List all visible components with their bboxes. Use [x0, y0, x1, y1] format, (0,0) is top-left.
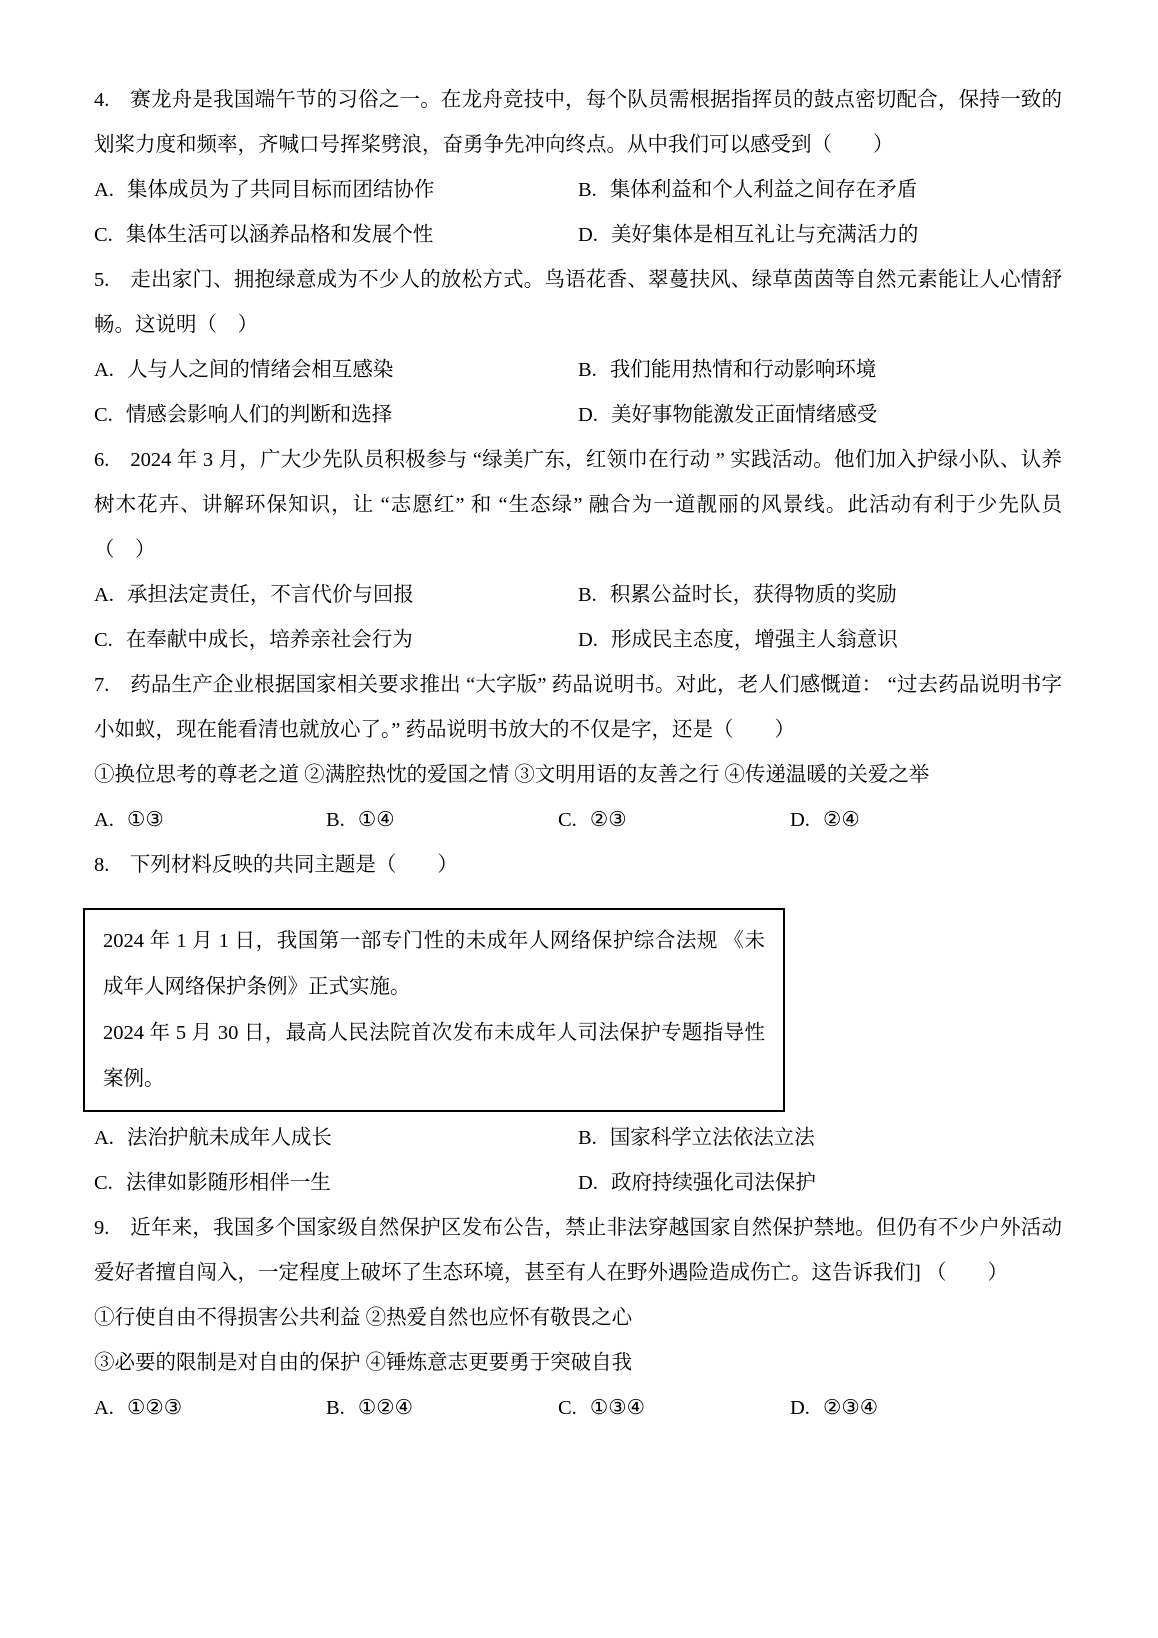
question-8-options: [94, 1116, 1062, 1206]
option-label: B.: [326, 809, 345, 831]
option-text: 美好集体是相互礼让与充满活力的: [610, 224, 919, 246]
option-6-d: [578, 618, 1062, 663]
question-5-options: [94, 348, 1062, 438]
option-text: ①②③: [126, 1397, 183, 1419]
option-6-b: [578, 573, 1062, 618]
option-text: 法治护航未成年人成长: [126, 1127, 332, 1149]
option-9-c: [558, 1386, 790, 1431]
option-label: B.: [578, 179, 597, 201]
question-9-stem: 9. 近年来，我国多个国家级自然保护区发布公告，禁止非法穿越国家自然保护禁地。但仍有不少户外活动爱好者擅自闯入，一定程度上破坏了生态环境，甚至有人在野外遇险造成伤亡。这告诉我们] （ ）: [94, 1217, 1062, 1284]
question-4-stem: 4. 赛龙舟是我国端午节的习俗之一。在龙舟竞技中，每个队员需根据指挥员的鼓点密切配合，保持一致的划桨力度和频率，齐喊口号挥桨劈浪，奋勇争先冲向终点。从中我们可以感受到（ ）: [94, 89, 1062, 156]
option-label: D.: [578, 404, 598, 426]
option-label: A.: [94, 359, 114, 381]
option-label: B.: [326, 1397, 345, 1419]
option-label: D.: [790, 1397, 810, 1419]
option-7-d: [790, 798, 1022, 843]
option-6-a: [94, 573, 578, 618]
question-8: [94, 843, 1062, 1206]
question-6: [94, 438, 1062, 663]
option-text: ①③: [126, 809, 164, 831]
option-text: 在奉献中成长，培养亲社会行为: [125, 629, 413, 651]
option-text: 集体利益和个人利益之间存在矛盾: [609, 179, 918, 201]
option-8-b: [578, 1116, 1062, 1161]
option-7-c: [558, 798, 790, 843]
question-9: [94, 1206, 1062, 1431]
option-5-d: [578, 393, 1062, 438]
material-box: [83, 908, 785, 1112]
question-6-options: [94, 573, 1062, 663]
option-text: ②④: [822, 809, 860, 831]
option-label: A.: [94, 1127, 114, 1149]
option-5-a: [94, 348, 578, 393]
option-label: C.: [558, 1397, 577, 1419]
option-text: 集体成员为了共同目标而团结协作: [126, 179, 435, 201]
option-8-d: [578, 1161, 1062, 1206]
option-label: C.: [94, 404, 113, 426]
option-text: 形成民主态度，增强主人翁意识: [610, 629, 898, 651]
option-5-b: [578, 348, 1062, 393]
question-9-options: [94, 1386, 1062, 1431]
option-7-b: [326, 798, 558, 843]
question-4-options: [94, 168, 1062, 258]
option-text: ②③④: [822, 1397, 879, 1419]
option-label: C.: [94, 1172, 113, 1194]
option-9-d: [790, 1386, 1022, 1431]
option-8-c: [94, 1161, 578, 1206]
option-label: A.: [94, 1397, 114, 1419]
option-label: D.: [578, 224, 598, 246]
option-text: 人与人之间的情绪会相互感染: [126, 359, 394, 381]
option-text: 情感会影响人们的判断和选择: [125, 404, 393, 426]
option-9-b: [326, 1386, 558, 1431]
option-text: 法律如影随形相伴一生: [125, 1172, 331, 1194]
option-label: B.: [578, 584, 597, 606]
question-5: [94, 258, 1062, 438]
option-text: 集体生活可以涵养品格和发展个性: [125, 224, 434, 246]
option-label: B.: [578, 1127, 597, 1149]
option-text: 美好事物能激发正面情绪感受: [610, 404, 878, 426]
question-5-stem: 5. 走出家门、拥抱绿意成为不少人的放松方式。鸟语花香、翠蔓扶风、绿草茵茵等自然元素能让人心情舒畅。这说明（ ）: [94, 269, 1062, 336]
option-label: A.: [94, 809, 114, 831]
option-label: C.: [94, 224, 113, 246]
option-text: ①④: [357, 809, 395, 831]
question-6-stem: 6. 2024 年 3 月，广大少先队员积极参与 “绿美广东，红领巾在行动 ” 实践活动。他们加入护绿小队、认养树木花卉、讲解环保知识，让 “志愿红” 和 “生态绿” 融合为一道靓丽的风景线。此活动有利于少先队员（ ）: [94, 449, 1062, 561]
option-7-a: [94, 798, 326, 843]
material-line-1: 2024 年 1 月 1 日，我国第一部专门性的未成年人网络保护综合法规 《未成年人网络保护条例》正式实施。: [103, 930, 765, 998]
question-8-stem: 8. 下列材料反映的共同主题是（ ）: [94, 854, 458, 876]
option-text: ①③④: [589, 1397, 645, 1419]
option-label: A.: [94, 179, 114, 201]
option-9-a: [94, 1386, 326, 1431]
question-7-options: [94, 798, 1062, 843]
option-text: 我们能用热情和行动影响环境: [609, 359, 877, 381]
option-text: 政府持续强化司法保护: [610, 1172, 816, 1194]
option-label: D.: [790, 809, 810, 831]
question-9-statements-2: ③必要的限制是对自由的保护 ④锤炼意志更要勇于突破自我: [94, 1352, 633, 1374]
option-text: ②③: [589, 809, 627, 831]
option-label: C.: [558, 809, 577, 831]
option-8-a: [94, 1116, 578, 1161]
option-label: C.: [94, 629, 113, 651]
option-4-a: [94, 168, 578, 213]
material-line-2: 2024 年 5 月 30 日，最高人民法院首次发布未成年人司法保护专题指导性案例。: [103, 1022, 765, 1090]
question-9-statements-1: ①行使自由不得损害公共利益 ②热爱自然也应怀有敬畏之心: [94, 1307, 633, 1329]
option-5-c: [94, 393, 578, 438]
question-7-stem: 7. 药品生产企业根据国家相关要求推出 “大字版” 药品说明书。对此，老人们感慨道： “过去药品说明书字小如蚁，现在能看清也就放心了。” 药品说明书放大的不仅是字，还是（ ）: [94, 674, 1062, 741]
question-7: [94, 663, 1062, 843]
option-label: D.: [578, 1172, 598, 1194]
option-4-d: [578, 213, 1062, 258]
option-4-b: [578, 168, 1062, 213]
option-label: A.: [94, 584, 114, 606]
option-6-c: [94, 618, 578, 663]
question-4: [94, 78, 1062, 258]
option-label: D.: [578, 629, 598, 651]
option-text: 国家科学立法依法立法: [609, 1127, 815, 1149]
option-text: ①②④: [357, 1397, 413, 1419]
option-4-c: [94, 213, 578, 258]
option-text: 积累公益时长，获得物质的奖励: [609, 584, 897, 606]
option-text: 承担法定责任，不言代价与回报: [126, 584, 414, 606]
question-7-statements: ①换位思考的尊老之道 ②满腔热忱的爱国之情 ③文明用语的友善之行 ④传递温暖的关爱之举: [94, 764, 930, 786]
option-label: B.: [578, 359, 597, 381]
